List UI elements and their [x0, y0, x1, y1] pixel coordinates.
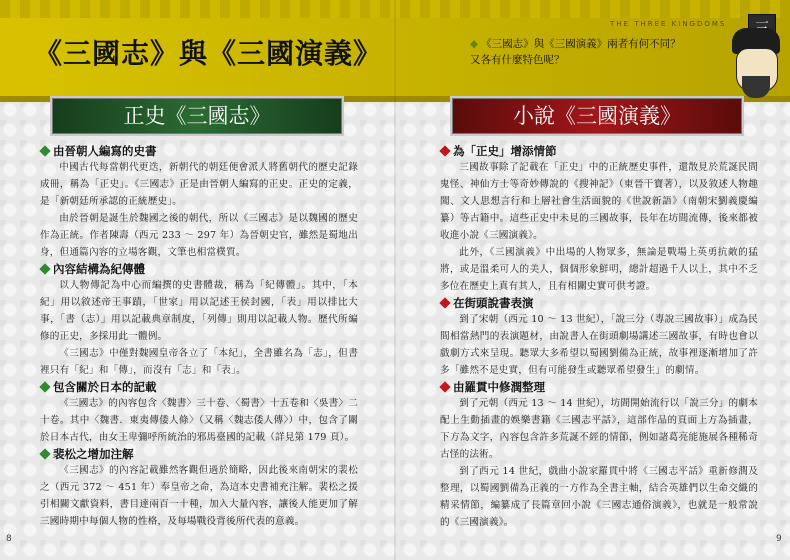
diamond-icon — [439, 297, 450, 308]
paragraph: 《三國志》中僅對魏國皇帝各立了「本紀」，全書雖名為「志」，但書裡只有「紀」和「傳」，而沒有「志」和「表」。 — [40, 348, 358, 376]
diamond-icon — [39, 381, 50, 392]
beard-shape — [742, 76, 770, 98]
section-heading: 為「正史」增添情節 — [440, 144, 758, 158]
section-heading: 包含關於日本的記載 — [40, 380, 358, 394]
page-number-right: 9 — [776, 534, 782, 544]
diamond-icon — [439, 145, 450, 156]
page-number-left: 8 — [6, 534, 12, 544]
paragraph: 此外，《三國演義》中出場的人物眾多，無論是戰場上英勇抗敵的猛將，或是溫柔可人的美人，個個形象鮮明，總計超過千人以上，其中不乏多位在歷史上真有其人，且有相關史實可供考證。 — [440, 247, 758, 292]
left-banner: 正史《三國志》 — [50, 96, 344, 136]
paragraph: 三國故事除了記載在「正史」中的正統歷史事件，還散見於荒誕民間鬼怪、神仙方士等奇妙傳說的《搜神記》（東晉干寶著），以及敘述人物趣聞、文人思想言行和上層社會生活面貌的《世說新語》（南朝宋劉義慶編纂）等古籍中。這些正史中未見的三國故事，長年在坊間流傳，後來都被收進小說《三國演義》。 — [440, 162, 758, 241]
right-column — [440, 144, 758, 532]
page-title: 《三國志》與《三國演義》 — [34, 37, 383, 70]
question-line-1: ◆ 《三國志》與《三國演義》兩者有何不同？ — [470, 38, 681, 50]
bullet-icon: ◆ — [470, 38, 479, 50]
section-heading: 在街頭說書表演 — [440, 296, 758, 310]
right-banner: 小說《三國演義》 — [450, 96, 744, 136]
section-heading: 內容結構為紀傳體 — [40, 262, 358, 276]
section — [40, 144, 358, 261]
paragraph: 中國古代每當朝代更迭，新朝代的朝廷便會派人將舊朝代的歷史記錄成冊，稱為「正史」。《三國志》正是由晉朝人編寫的正史。正史的定義，是「新朝廷所承認的正統歷史」。 — [40, 162, 358, 207]
diamond-icon — [39, 448, 50, 459]
section-heading: 裴松之增加注解 — [40, 447, 358, 461]
paragraph: 《三國志》的內容記載雖然客觀但過於簡略，因此後來南朝宋的裴松之（西元 372 ～ 451 年）奉皇帝之命，為這本史書補充注解。裴松之援引相關文獻資料，書目達兩百一十種，加入大量內容，讓後人能更加了解三國時期中每個人物的性格，及每場戰役背後所代表的意義。 — [40, 465, 358, 527]
diamond-icon — [39, 145, 50, 156]
section-heading: 由晉朝人編寫的史書 — [40, 144, 358, 158]
paragraph: 到了西元 14 世紀，戲曲小說家羅貫中將《三國志平話》重新修潤及整理，以蜀國劉備為正義的一方作為全書主軸，結合英雄們以生命交織的精采情節，編纂成了長篇章回小說《三國志通俗演義》，也就是一般常說的《三國演義》。 — [440, 466, 758, 528]
section — [440, 144, 758, 295]
section — [440, 380, 758, 531]
paragraph: 以人物傳記為中心而編撰的史書體裁，稱為「紀傳體」。其中，「本紀」用以敘述帝王事蹟，「世家」用以記述王侯封國，「表」用以排比大事，「書（志）」用以記載典章制度，「列傳」則用以記載人物。歷代所編修的正史，多採用此一體例。 — [40, 280, 358, 342]
section — [40, 380, 358, 446]
brand-label: THE THREE KINGDOMS — [610, 20, 727, 28]
page-spine — [394, 0, 396, 560]
diamond-icon — [439, 381, 450, 392]
left-column — [40, 144, 358, 531]
section-heading: 由羅貫中修潤整理 — [440, 380, 758, 394]
header-question — [470, 36, 730, 68]
section — [40, 447, 358, 530]
section — [440, 296, 758, 379]
paragraph: 到了宋朝（西元 10 ～ 13 世紀），「說三分（專說三國故事）」成為民間相當熱門的表演題材，由說書人在街頭劇場講述三國故事，有時也會以戲劇方式來呈現。聽眾大多希望以蜀國劉備為正統，故事裡逐漸增加了許多「雖然不是史實，但有可能發生或聽眾希望發生」的劇情。 — [440, 314, 758, 376]
question-line-2: 又各有什麼特色呢？ — [470, 54, 565, 66]
paragraph: 到了元朝（西元 13 ～ 14 世紀），坊間開始流行以「說三分」的劇本配上生動插畫的娛樂書籍《三國志平話》，這部作品的頁面上方為插畫，下方為文字，內容包含許多荒誕不經的情節，例如諸葛亮能施展各種稀奇古怪的法術。 — [440, 398, 758, 460]
paragraph: 由於晉朝是誕生於魏國之後的朝代，所以《三國志》是以魏國的歷史作為正統。作者陳壽（西元 233 ～ 297 年）為晉朝史官，雖然是蜀地出身，但通篇內容的立場客觀，文筆也相當樸質。 — [40, 213, 358, 258]
section — [40, 262, 358, 379]
portrait-illustration — [716, 28, 790, 98]
diamond-icon — [39, 263, 50, 274]
paragraph: 《三國志》的內容包含〈魏書〉三十卷、〈蜀書〉十五卷和〈吳書〉二十卷。其中〈魏書．東夷傳倭人條〉（又稱〈魏志倭人傳〉）中，包含了關於日本古代，由女王卑彌呼所統治的邪馬臺國的記載（詳見第 179 頁）。 — [40, 398, 358, 443]
